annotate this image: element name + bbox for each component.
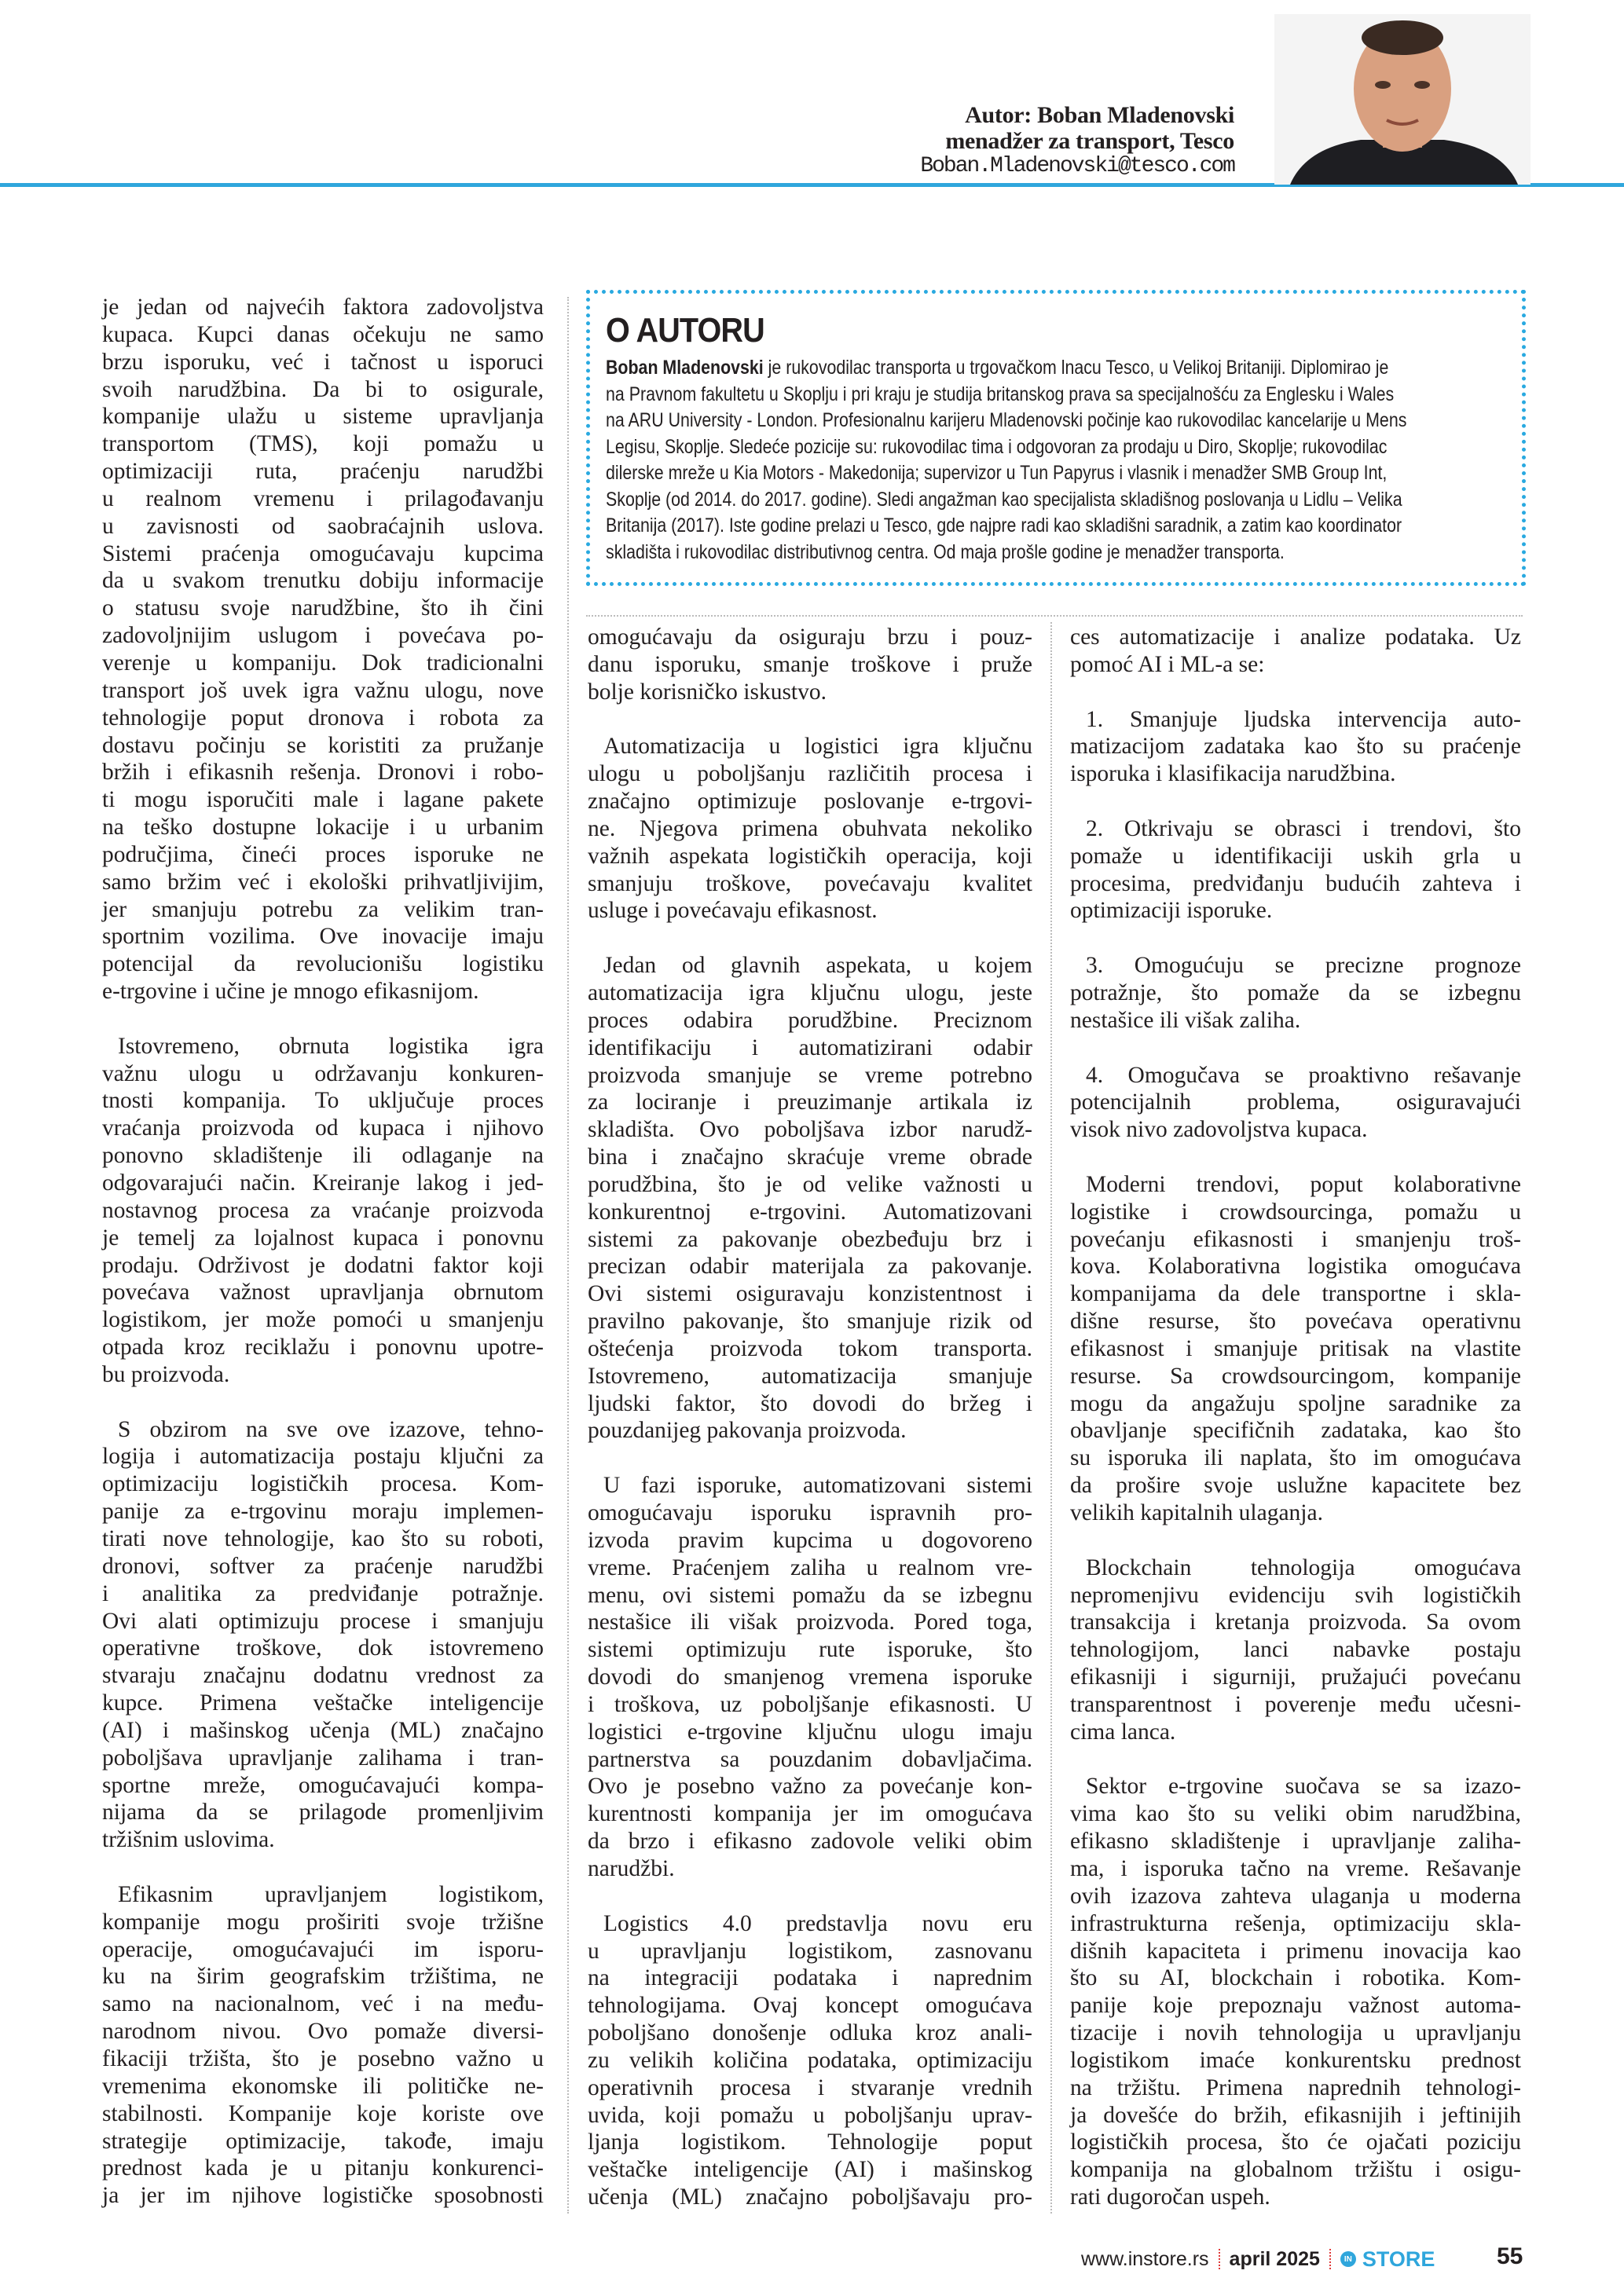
column-divider [1050, 622, 1052, 2214]
text-line: skladišta. Ovo poboljšava izbor narudž- [588, 1117, 1032, 1143]
text-line: nepromenjivu evidenciju svih logističkih [1070, 1582, 1521, 1608]
text-line: vima kao što su veliki obim narudžbina, [1070, 1801, 1521, 1827]
text-line: panije koje prepoznaju važnost automa- [1070, 1993, 1521, 2019]
text-line: dovodi do smanjenog vremena isporuke [588, 1664, 1032, 1690]
text-line: poboljšano donošenje odluka kroz anali- [588, 2020, 1032, 2046]
text-line: potencijalnih problema, osiguravajući [1070, 1089, 1521, 1115]
paragraph-gap [1070, 1144, 1521, 1171]
text-line: Logistics 4.0 predstavlja novu eru [603, 1910, 1032, 1936]
footer-issue: april 2025 [1229, 2247, 1320, 2270]
text-line: vremenima ekonomske ili političke ne- [102, 2073, 544, 2099]
text-line: verenje u kompaniju. Dok tradicionalni [102, 650, 544, 676]
about-author-line [606, 460, 1406, 487]
text-line: 3. Omogućuju se precizne prognoze [1086, 953, 1521, 979]
text-line: nestašice ili višak proizvoda. Pored toga, [588, 1609, 1032, 1635]
text-line: značajno optimizuje poslovanje e-trgovi- [588, 789, 1032, 815]
text-line: važnu ulogu u održavanju konkuren- [102, 1060, 544, 1086]
text-line: Istovremeno, obrnuta logistika igra [118, 1033, 544, 1059]
text-line: prodaju. Održivost je dodatni faktor koji [102, 1252, 544, 1278]
text-line: povećanju efikasnosti i smanjenju troš- [1070, 1226, 1521, 1252]
text-line: S obzirom na sve ove izazove, tehno- [118, 1416, 544, 1442]
text-line: ku na širim geografskim tržištima, ne [102, 1964, 544, 1990]
paragraph [588, 952, 1032, 1445]
text-line: kurentnosti kompanija jer im omogućava [588, 1801, 1032, 1827]
text-line: na tržištu. Primena naprednih tehnologi- [1070, 2074, 1521, 2100]
text-line: operativne troškove, dok istovremeno [102, 1635, 544, 1661]
text-line: Automatizacija u logistici igra ključnu [603, 734, 1032, 760]
paragraph-gap [102, 1854, 544, 1881]
paragraph-gap [1070, 788, 1521, 815]
text-line: U fazi isporuke, automatizovani sistemi [603, 1473, 1032, 1499]
text-line: kompanijama da dele transportne i skla- [1070, 1281, 1521, 1307]
text-line: nijama da se prilagode promenljivim [102, 1800, 544, 1825]
about-author-box [586, 290, 1526, 586]
text-line: logističkih procesa, što će ojačati poziciju [1070, 2129, 1521, 2155]
about-author-line-text: Britanija (2017). Iste godine prelazi u Tesco, gde najpre radi kao skladišni saradnik, a zatim kao koordinator [606, 514, 1402, 536]
text-line: Blockchain tehnologija omogućava [1086, 1554, 1521, 1580]
text-line: kupaca. Kupci danas očekuju ne samo [102, 321, 544, 347]
text-line: fikaciji tržišta, što je posebno važno u [102, 2046, 544, 2071]
text-line: resurse. Sa crowdsourcingom, kompanije [1070, 1363, 1521, 1389]
text-line: transakcija i kretanja proizvoda. Sa ovom [1070, 1609, 1521, 1635]
paragraph-gap [102, 1389, 544, 1416]
about-author-title: O AUTORU [606, 311, 764, 350]
text-line: na integraciji podataka i naprednim [588, 1965, 1032, 1991]
text-line: narudžbi. [588, 1855, 675, 1881]
about-author-line [606, 382, 1406, 408]
footer-separator [1329, 2249, 1331, 2269]
text-line: kompanija na globalnom tržištu i osigu- [1070, 2157, 1521, 2183]
text-line: procesima, predviđanju budućih zahteva i [1070, 870, 1521, 896]
text-line: precizan odabir materijala za pakovanje. [588, 1254, 1032, 1280]
about-author-line-text: je rukovodilac transporta u trgovačkom lnacu Tesco, u Velikoj Britaniji. Diplomirao je [763, 357, 1389, 379]
paragraph-gap [588, 1445, 1032, 1472]
text-line: zu velikih količina podataka, optimizaciju [588, 2047, 1032, 2073]
about-author-line [606, 355, 1406, 382]
text-line: u realnom vremenu i prilagođavanju [102, 485, 544, 511]
text-line: ljanja logistikom. Tehnologije poput [588, 2129, 1032, 2155]
paragraph-gap [1070, 1034, 1521, 1062]
paragraph [1070, 815, 1521, 925]
paragraph-gap [588, 706, 1032, 734]
text-line: Sistemi praćenja omogućavaju kupcima [102, 540, 544, 566]
text-line: logistike i crowdsourcinga, pomažu u [1070, 1199, 1521, 1225]
about-author-line-text: na ARU University - London. Profesionalnu karijeru Mladenovski počinje kao rukovodilac kancelarije u Mens [606, 409, 1407, 431]
text-line: tehnologijama. Ovaj koncept omogućava [588, 1993, 1032, 2019]
text-line: pomoć AI i ML-a se: [1070, 651, 1265, 677]
text-line: je jedan od najvećih faktora zadovoljstva [102, 295, 544, 320]
text-line: Ovi sistemi osiguravaju konzistentnost i [588, 1281, 1032, 1307]
logo-mark-icon: IN [1340, 2251, 1356, 2267]
text-line: isporuka i klasifikacija narudžbina. [1070, 761, 1396, 787]
text-line: e-trgovine i učine je mnogo efikasnijom. [102, 979, 479, 1005]
paragraph [1070, 706, 1521, 789]
paragraph-gap [588, 1883, 1032, 1910]
text-line: pravilno pakovanje, što smanjuje rizik od [588, 1309, 1032, 1335]
column-divider [567, 297, 569, 2214]
text-line: smanjuju troškove, povećavaju kvalitet [588, 870, 1032, 896]
text-line: tizacije i novih tehnologija u upravljanju [1070, 2020, 1521, 2046]
text-line: optimizaciji ruta, praćenju narudžbi [102, 459, 544, 485]
author-name: Autor: Boban Mladenovski [965, 102, 1234, 128]
text-line: ces automatizacije i analize podataka. Uz [1070, 624, 1521, 650]
text-line: i troškova, uz poboljšanje efikasnosti. U [588, 1691, 1032, 1717]
text-line: za lociranje i preuzimanje artikala iz [588, 1089, 1032, 1115]
paragraph [588, 1472, 1032, 1883]
text-line: menu, ovi sistemi pomažu da se izbegnu [588, 1582, 1032, 1608]
paragraph [102, 1416, 544, 1855]
text-line: potražnje, što pomaže da se izbegnu [1070, 980, 1521, 1005]
author-byline [920, 102, 1234, 179]
text-line: konkurentnoj e-trgovini. Automatizovani [588, 1199, 1032, 1225]
text-line: efikasno skladištenje i upravljanje zaliha- [1070, 1829, 1521, 1855]
text-line: ulogu u poboljšanju različitih procesa i [588, 761, 1032, 787]
text-line: 1. Smanjuje ljudska intervencija auto- [1086, 706, 1521, 732]
paragraph [588, 624, 1032, 706]
text-line: i analitika za predviđanje potražnje. [102, 1580, 544, 1606]
text-line: porudžbina, što je od velike važnosti u [588, 1171, 1032, 1197]
text-line: panije za e-trgovinu moraju implemen- [102, 1499, 544, 1525]
text-line: bu proizvoda. [102, 1361, 230, 1387]
text-line: kompanije mogu proširiti svoje tržišne [102, 1909, 544, 1935]
text-line: optimizaciju logističkih procesa. Kom- [102, 1471, 544, 1497]
footer-website: www.instore.rs [1081, 2247, 1209, 2270]
text-line: sistemi za pakovanje obezbeđuju brz i [588, 1226, 1032, 1252]
text-line: 4. Omogučava se proaktivno rešavanje [1086, 1062, 1521, 1088]
text-line: Sektor e-trgovine suočava se sa izazo- [1086, 1774, 1521, 1800]
text-line: ja jer im njihove logističke sposobnosti [102, 2183, 544, 2209]
about-author-line-text: Skoplje (od 2014. do 2017. godine). Sledi angažman kao specijalista skladišnog poslovanja u Lidlu – Velika [606, 488, 1402, 511]
text-line: područjima, čineći proces isporuke ne [102, 841, 544, 867]
text-line: vreme. Praćenjem zaliha u realnom vre- [588, 1554, 1032, 1580]
text-line: optimizaciji isporuke. [1070, 898, 1273, 924]
footer-separator [1219, 2249, 1220, 2269]
about-author-line [606, 487, 1406, 514]
article-column-2 [588, 624, 1032, 2211]
text-line: partnerstva sa pouzdanim dobavljačima. [588, 1746, 1032, 1772]
text-line: tržišnim uslovima. [102, 1827, 275, 1853]
paragraph-gap [1070, 1746, 1521, 1774]
paragraph-gap [102, 1005, 544, 1033]
text-line: tehnologije poput dronova i robota za [102, 705, 544, 731]
text-line: vraćanja proizvoda od kupaca i njihovo [102, 1115, 544, 1141]
text-line: Ovi alati optimizuju procese i smanjuju [102, 1608, 544, 1634]
text-line: ti mogu isporučiti male i lagane pakete [102, 787, 544, 813]
text-line: u zavisnosti od saobraćajnih uslova. [102, 513, 544, 539]
text-line: je temelj za lojalnost kupaca i ponovnu [102, 1225, 544, 1251]
about-author-line-text: dilerske mreže u Kia Motors - Makedonija; supervizor u Tun Papyrus i vlasnik i menadžer SMB Group Int, [606, 462, 1388, 484]
text-line: potencijal da revolucionišu logistiku [102, 951, 544, 977]
article-column-1 [102, 294, 544, 2210]
text-line: sportne mreže, omogućavajući kompa- [102, 1772, 544, 1798]
text-line: dišne resurse, što povećava operativnu [1070, 1309, 1521, 1335]
text-line: (AI) i mašinskog učenja (ML) značajno [102, 1717, 544, 1743]
paragraph [588, 1910, 1032, 2211]
page-footer [1081, 2245, 1435, 2273]
text-line: transparentnost i poverenje među učesni- [1070, 1691, 1521, 1717]
paragraph [1070, 624, 1521, 679]
text-line: ponovno skladištenje ili odlaganje na [102, 1143, 544, 1169]
text-line: svoih narudžbina. Da bi to osigurale, [102, 376, 544, 402]
text-line: brzu isporuku, već i tačnost u isporuci [102, 349, 544, 375]
text-line: operativnih procesa i stvaranje vrednih [588, 2074, 1032, 2100]
text-line: što su AI, blockchain i robotika. Kom- [1070, 1965, 1521, 1991]
text-line: stvaraju značajnu dodatnu vrednost za [102, 1663, 544, 1689]
text-line: mogu da angažuju spoljne saradnike za [1070, 1390, 1521, 1416]
text-line: matizacijom zadataka kao što su praćenje [1070, 734, 1521, 760]
text-line: oštećenja proizvoda tokom transporta. [588, 1335, 1032, 1361]
text-line: zadovoljnijim uslugom i povećava po- [102, 623, 544, 649]
text-line: logistici e-trgovine ključnu ulogu imaju [588, 1719, 1032, 1745]
text-line: su isporuka ili naplata, što im omogućava [1070, 1445, 1521, 1471]
text-line: Istovremeno, automatizacija smanjuje [588, 1363, 1032, 1389]
about-author-line-text: Legisu, Skoplje. Sledeće pozicije su: rukovodilac tima i odgovoran za prodaju u Diro, Skoplje; rukovodilac [606, 435, 1388, 458]
text-line: omogućavaju isporuku ispravnih pro- [588, 1500, 1032, 1525]
about-author-text [606, 355, 1542, 566]
text-line: odgovarajući način. Kreiranje lakog i jed- [102, 1170, 544, 1196]
text-line: efikasnost i smanjuje pritisak na vlastite [1070, 1335, 1521, 1361]
text-line: da brzo i efikasno zadovole veliki obim [588, 1829, 1032, 1855]
text-line: proizvoda smanjuje se vreme potrebno [588, 1062, 1032, 1088]
text-line: Efikasnim upravljanjem logistikom, [118, 1881, 544, 1907]
text-line: kova. Kolaborativna logistika omogućava [1070, 1254, 1521, 1280]
text-line: ma, i isporuka tačno na vreme. Rešavanje [1070, 1855, 1521, 1881]
text-line: kupce. Primena veštačke inteligencije [102, 1690, 544, 1716]
text-line: samo bržim već i ekološki prihvatljivijim, [102, 869, 544, 895]
text-line: poboljšava upravljanje zalihama i tran- [102, 1745, 544, 1771]
paragraph [1070, 1171, 1521, 1527]
about-author-name: Boban Mladenovski [606, 357, 764, 379]
instore-logo [1340, 2247, 1435, 2272]
author-role: menadžer za transport, Tesco [945, 128, 1234, 154]
about-author-line [606, 513, 1406, 540]
text-line: ja dovešće do bržih, efikasnijih i jeftinijih [1070, 2102, 1521, 2128]
text-line: stabilnosti. Kompanije koje koriste ove [102, 2100, 544, 2126]
text-line: ovih izazova zahteva ulaganja u moderna [1070, 1883, 1521, 1909]
text-line: infrastrukturna rešenja, optimizaciju skla- [1070, 1910, 1521, 1936]
text-line: učenja (ML) značajno poboljšavaju pro- [588, 2184, 1032, 2210]
text-line: ne. Njegova primena obuhvata nekoliko [588, 815, 1032, 841]
about-author-line [606, 540, 1406, 566]
paragraph-gap [1070, 925, 1521, 952]
text-line: transportom (TMS), koji pomažu u [102, 431, 544, 457]
text-line: rati dugoročan uspeh. [1070, 2184, 1270, 2210]
text-line: logistikom imaće konkurentsku prednost [1070, 2047, 1521, 2073]
text-line: na teško dostupne lokacije i u urbanim [102, 815, 544, 840]
text-line: dostavu počinju se koristiti za pružanje [102, 732, 544, 758]
text-line: jer smanjuju potrebu za velikim tran- [102, 896, 544, 922]
text-line: kompanije ulažu u sisteme upravljanja [102, 404, 544, 430]
text-line: dišnih kapaciteta i primenu inovacija kao [1070, 1938, 1521, 1964]
text-line: bržih i efikasnih rešenja. Dronovi i robo- [102, 760, 544, 785]
paragraph [102, 294, 544, 1005]
text-line: danu isporuku, smanje troškove i pruže [588, 651, 1032, 677]
paragraph-gap [1070, 679, 1521, 706]
text-line: Jedan od glavnih aspekata, u kojem [603, 953, 1032, 979]
text-line: identifikaciju i automatizirani odabir [588, 1034, 1032, 1060]
text-line: otpada kroz reciklažu i ponovnu upotre- [102, 1335, 544, 1360]
paragraph [1070, 1773, 1521, 2211]
page-number: 55 [1497, 2243, 1523, 2269]
text-line: operacije, omogućavajući im isporu- [102, 1936, 544, 1962]
text-line: efikasniji i sigurniji, pružajući povećanu [1070, 1664, 1521, 1690]
text-line: ljudski faktor, što dovodi do bržeg i [588, 1390, 1032, 1416]
text-line: u upravljanju logistikom, zasnovanu [588, 1938, 1032, 1964]
text-line: omogućavaju da osiguraju brzu i pouz- [588, 624, 1032, 650]
author-email: Boban.Mladenovski@tesco.com [920, 154, 1234, 178]
text-line: pouzdanijeg pakovanja proizvoda. [588, 1418, 907, 1444]
text-line: o statusu svoje narudžbine, što ih čini [102, 595, 544, 621]
text-line: transport još uvek igra važnu ulogu, nove [102, 677, 544, 703]
paragraph [102, 1033, 544, 1389]
text-line: logija i automatizacija postaju ključni za [102, 1444, 544, 1470]
article-column-3 [1070, 624, 1521, 2211]
paragraph [102, 1881, 544, 2210]
paragraph-gap [588, 925, 1032, 952]
text-line: obavljanje specifičnih zadataka, kao što [1070, 1418, 1521, 1444]
text-line: bina i značajno skraćuje vreme obrade [588, 1144, 1032, 1170]
text-line: dronovi, softver za praćenje narudžbi [102, 1553, 544, 1579]
logo-text: STORE [1362, 2247, 1435, 2271]
text-line: uvida, koji pomažu u poboljšanju uprav- [588, 2102, 1032, 2128]
text-line: visok nivo zadovoljstva kupaca. [1070, 1117, 1368, 1143]
text-line: bolje korisničko iskustvo. [588, 679, 827, 705]
text-line: da u svakom trenutku dobiju informacije [102, 568, 544, 594]
text-line: logistikom, jer može pomoći u smanjenju [102, 1307, 544, 1333]
paragraph [1070, 1554, 1521, 1746]
text-line: važnih aspekata logističkih operacija, koji [588, 843, 1032, 869]
text-line: nestašice ili višak zaliha. [1070, 1007, 1301, 1033]
text-line: da prošire svoje uslužne kapacitete bez [1070, 1473, 1521, 1499]
text-line: tehnologijom, lanci nabavke postaju [1070, 1637, 1521, 1663]
text-line: nostavnog procesa za vraćanje proizvoda [102, 1197, 544, 1223]
text-line: usluge i povećavaju efikasnost. [588, 898, 878, 924]
paragraph [1070, 952, 1521, 1034]
paragraph [1070, 1062, 1521, 1144]
about-author-line [606, 408, 1406, 434]
text-line: sportnim vozilima. Ove inovacije imaju [102, 924, 544, 950]
text-line: tirati nove tehnologije, kao što su roboti, [102, 1525, 544, 1551]
text-line: povećava važnost upravljanja obrnutom [102, 1280, 544, 1305]
text-line: tnosti kompanija. To uključuje proces [102, 1088, 544, 1114]
text-line: velikih kapitalnih ulaganja. [1070, 1500, 1323, 1525]
text-line: veštačke inteligencije (AI) i mašinskog [588, 2157, 1032, 2183]
text-line: izvoda pravim kupcima u dogovoreno [588, 1527, 1032, 1553]
about-author-line [606, 434, 1406, 461]
text-line: proces odabira porudžbine. Preciznom [588, 1007, 1032, 1033]
text-line: narodnom nivou. Ovo pomaže diversi- [102, 2019, 544, 2045]
text-line: prednost kada je u pitanju konkurenci- [102, 2155, 544, 2181]
text-line: automatizacija igra ključnu ulogu, jeste [588, 980, 1032, 1005]
text-line: strategije optimizacije, takođe, imaju [102, 2128, 544, 2154]
text-line: cima lanca. [1070, 1719, 1176, 1745]
text-line: Ovo je posebno važno za povećanje kon- [588, 1774, 1032, 1800]
text-line: Moderni trendovi, poput kolaborativne [1086, 1171, 1521, 1197]
author-photo [1274, 14, 1531, 185]
paragraph [588, 733, 1032, 925]
text-line: pomaže u identifikaciji uskih grla u [1070, 843, 1521, 869]
about-author-line-text: skladišta i rukovodilac distributivnog centra. Od maja prošle godine je menadžer transporta. [606, 540, 1285, 563]
text-line: sistemi optimizuju rute isporuke, što [588, 1637, 1032, 1663]
box-divider [586, 615, 1523, 617]
text-line: 2. Otkrivaju se obrasci i trendovi, što [1086, 815, 1521, 841]
paragraph-gap [1070, 1527, 1521, 1554]
about-author-line-text: na Pravnom fakultetu u Skoplju i pri kraju je studija britanskog prava sa specijalnošću za Englesku i Wales [606, 383, 1395, 405]
text-line: samo na nacionalnom, već i na među- [102, 1991, 544, 2017]
